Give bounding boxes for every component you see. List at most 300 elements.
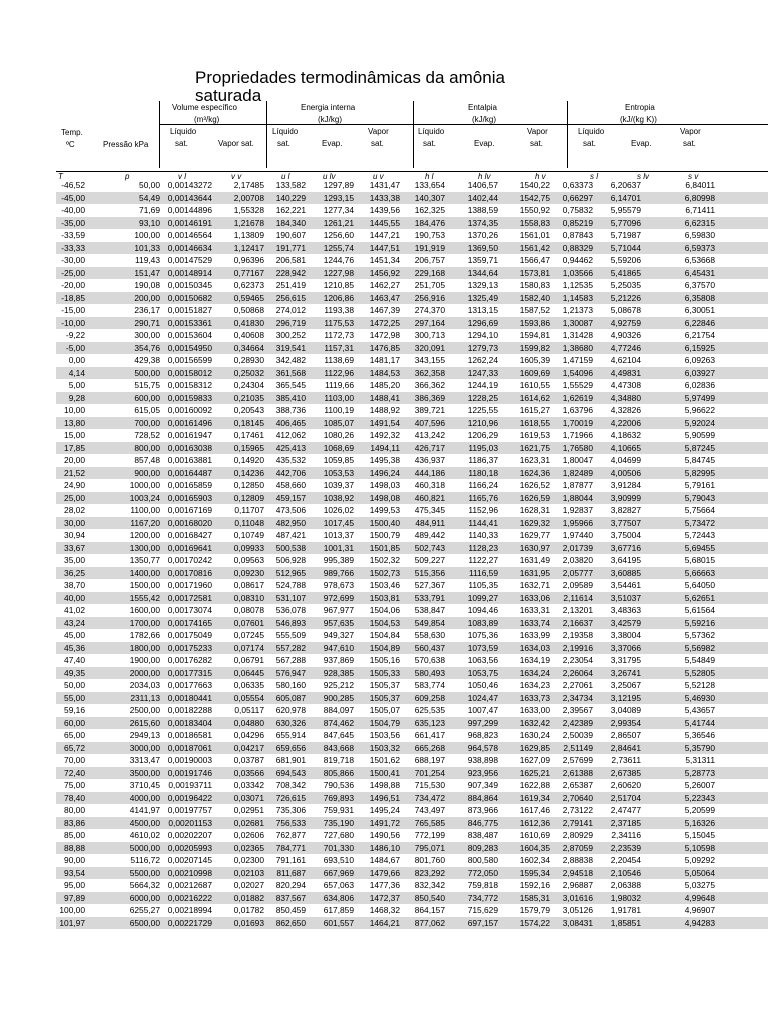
cell-entropy-liquid: 0,94462	[562, 255, 593, 265]
energy-vapor-header-line-2: sat.	[371, 139, 384, 148]
cell-enthalpy-liquid: 489,442	[414, 530, 445, 540]
cell-energy-vapor: 1504,89	[369, 642, 400, 653]
cell-pressure: 2034,03	[129, 680, 160, 690]
cell-energy-vapor: 1502,32	[369, 555, 400, 565]
cell-volume-vapor: 0,12850	[233, 480, 264, 490]
cell-entropy-vapor: 5,43657	[684, 705, 715, 715]
cell-volume-liquid: 0,00168427	[167, 530, 212, 540]
cell-entropy-vapor: 5,54849	[684, 655, 715, 665]
cell-enthalpy-liquid: 795,071	[414, 842, 445, 853]
cell-energy-vapor: 1488,92	[369, 405, 400, 415]
cell-energy-liquid: 820,294	[275, 880, 306, 890]
entropy-liquid-header-line-1: Líquido	[578, 127, 605, 136]
cell-volume-liquid: 0,00165903	[167, 492, 212, 503]
cell-energy-liquid: 487,421	[275, 530, 306, 540]
cell-energy-vapor: 1479,66	[369, 867, 400, 878]
cell-enthalpy-liquid: 140,307	[414, 192, 445, 203]
cell-enthalpy-evap: 1053,75	[467, 667, 498, 678]
cell-enthalpy-liquid: 389,721	[414, 405, 445, 415]
cell-entropy-evap: 2,20454	[610, 855, 641, 865]
symbol-t: T	[58, 172, 63, 181]
table-row	[56, 554, 768, 567]
table-row	[56, 517, 768, 530]
cell-volume-liquid: 0,00177315	[167, 667, 212, 678]
cell-enthalpy-evap: 873,966	[467, 805, 498, 815]
table-row	[56, 304, 768, 317]
cell-entropy-liquid: 2,88838	[562, 855, 593, 865]
cell-volume-vapor: 0,06335	[233, 680, 264, 690]
cell-energy-liquid: 482,950	[275, 517, 306, 528]
table-row	[56, 404, 768, 417]
cell-pressure: 4141,97	[129, 805, 160, 815]
cell-energy-vapor: 1505,16	[369, 655, 400, 665]
cell-pressure: 1350,77	[129, 555, 160, 565]
cell-energy-evap: 937,869	[323, 655, 354, 665]
cell-energy-evap: 727,680	[323, 830, 354, 840]
cell-enthalpy-vapor: 1625,21	[519, 767, 550, 778]
cell-entropy-evap: 4,10665	[610, 442, 641, 453]
cell-enthalpy-vapor: 1582,40	[519, 292, 550, 303]
cell-enthalpy-liquid: 527,367	[414, 580, 445, 590]
cell-enthalpy-vapor: 1633,73	[519, 692, 550, 703]
cell-temperature: 83,86	[64, 817, 85, 828]
table-row	[56, 742, 768, 755]
cell-entropy-evap: 2,60620	[610, 780, 641, 790]
symbol-hv: h v	[535, 172, 546, 181]
cell-entropy-evap: 5,08678	[610, 305, 641, 315]
cell-energy-vapor: 1498,08	[369, 492, 400, 503]
cell-energy-liquid: 567,288	[275, 655, 306, 665]
cell-energy-liquid: 576,947	[275, 667, 306, 678]
cell-temperature: 36,25	[64, 567, 85, 578]
volume-liquid-header-line-1: Líquido	[170, 127, 197, 136]
cell-volume-liquid: 0,00187061	[167, 742, 212, 753]
cell-energy-vapor: 1481,17	[369, 355, 400, 365]
cell-energy-evap: 928,385	[323, 667, 354, 678]
cell-enthalpy-vapor: 1629,85	[519, 742, 550, 753]
cell-volume-liquid: 0,00176282	[167, 655, 212, 665]
cell-volume-vapor: 0,50868	[233, 305, 264, 315]
cell-temperature: 45,00	[64, 630, 85, 640]
cell-temperature: -46,52	[61, 180, 85, 190]
cell-enthalpy-evap: 1228,25	[467, 392, 498, 403]
header-divider	[159, 101, 160, 168]
symbol-ul: u l	[281, 172, 290, 181]
cell-entropy-evap: 3,38004	[610, 630, 641, 640]
cell-pressure: 2311,13	[130, 692, 160, 703]
cell-enthalpy-evap: 734,772	[467, 892, 498, 903]
symbol-vl: v l	[178, 172, 186, 181]
cell-enthalpy-vapor: 1561,42	[519, 242, 550, 253]
cell-energy-vapor: 1485,20	[369, 380, 400, 390]
cell-entropy-evap: 3,04089	[610, 705, 641, 715]
cell-enthalpy-evap: 964,578	[467, 742, 498, 753]
cell-energy-vapor: 1484,53	[369, 367, 400, 378]
cell-enthalpy-liquid: 251,705	[414, 280, 445, 290]
cell-energy-vapor: 1504,79	[369, 717, 400, 728]
cell-energy-evap: 1297,89	[323, 180, 354, 190]
cell-energy-vapor: 1498,88	[369, 780, 400, 790]
cell-entropy-liquid: 2,79141	[562, 817, 593, 828]
cell-enthalpy-liquid: 765,585	[414, 817, 445, 828]
table-row	[56, 479, 768, 492]
cell-entropy-vapor: 5,92024	[684, 417, 715, 428]
cell-entropy-liquid: 2,27061	[562, 680, 593, 690]
table-row	[56, 754, 768, 767]
cell-temperature: -10,00	[61, 317, 85, 328]
cell-enthalpy-liquid: 864,157	[414, 905, 445, 915]
cell-pressure: 5116,72	[130, 855, 160, 865]
cell-enthalpy-evap: 1122,27	[468, 555, 498, 565]
cell-entropy-vapor: 5,16326	[684, 817, 715, 828]
cell-energy-vapor: 1504,53	[369, 617, 400, 628]
table-row	[56, 854, 768, 867]
cell-volume-liquid: 0,00191746	[167, 767, 212, 778]
cell-enthalpy-liquid: 570,638	[414, 655, 445, 665]
cell-enthalpy-vapor: 1633,00	[519, 705, 550, 715]
cell-enthalpy-vapor: 1592,16	[519, 880, 550, 890]
cell-energy-evap: 884,097	[323, 705, 354, 715]
cell-entropy-vapor: 4,94283	[684, 917, 715, 928]
cell-entropy-vapor: 5,72443	[684, 530, 715, 540]
table-row	[56, 204, 768, 217]
cell-pressure: 3710,45	[129, 780, 160, 790]
cell-pressure: 6255,27	[129, 905, 160, 915]
cell-temperature: 93,54	[64, 867, 85, 878]
cell-entropy-vapor: 5,62651	[684, 592, 715, 603]
cell-pressure: 728,52	[134, 430, 160, 440]
cell-enthalpy-vapor: 1594,81	[519, 330, 550, 340]
cell-enthalpy-liquid: 343,155	[414, 355, 445, 365]
cell-entropy-evap: 5,71987	[610, 230, 641, 240]
cell-enthalpy-vapor: 1632,42	[519, 717, 550, 728]
cell-energy-liquid: 655,914	[275, 730, 306, 740]
entropy-vapor-header-line-1: Vapor	[680, 127, 701, 136]
cell-temperature: 41,02	[64, 605, 85, 615]
cell-pressure: 119,43	[135, 255, 160, 265]
cell-entropy-evap: 5,25035	[610, 280, 641, 290]
cell-entropy-evap: 3,37066	[610, 642, 641, 653]
cell-entropy-evap: 4,90326	[610, 330, 641, 340]
cell-entropy-vapor: 6,02836	[684, 380, 715, 390]
enthalpy-vapor-header-line-2: sat.	[530, 139, 543, 148]
cell-energy-liquid: 473,506	[275, 505, 306, 515]
cell-temperature: -30,00	[61, 255, 85, 265]
cell-entropy-vapor: 6,59830	[684, 230, 715, 240]
cell-enthalpy-evap: 1075,36	[467, 630, 498, 640]
table-row	[56, 379, 768, 392]
cell-entropy-evap: 4,22006	[610, 417, 641, 428]
cell-energy-vapor: 1505,37	[369, 680, 400, 690]
cell-pressure: 4000,00	[129, 792, 160, 803]
cell-entropy-vapor: 5,87245	[684, 442, 715, 453]
cell-volume-liquid: 0,00150345	[167, 280, 212, 290]
table-row	[56, 442, 768, 455]
cell-entropy-liquid: 1,71966	[562, 430, 593, 440]
cell-volume-liquid: 0,00163881	[167, 455, 212, 465]
cell-energy-liquid: 862,650	[275, 917, 306, 928]
cell-volume-liquid: 0,00144896	[167, 205, 212, 215]
cell-volume-vapor: 0,77167	[233, 267, 264, 278]
cell-temperature: 85,00	[64, 830, 85, 840]
cell-energy-liquid: 726,615	[275, 792, 306, 803]
cell-volume-vapor: 0,59465	[233, 292, 264, 303]
cell-entropy-liquid: 0,88329	[562, 242, 593, 253]
temp-header-line-2: ºC	[66, 140, 75, 149]
cell-volume-vapor: 1,12417	[233, 242, 264, 253]
temp-header-line-1: Temp.	[61, 128, 83, 137]
table-row	[56, 542, 768, 555]
symbol-sl: s l	[590, 172, 598, 181]
cell-energy-vapor: 1477,36	[369, 880, 400, 890]
cell-enthalpy-evap: 1329,13	[467, 280, 498, 290]
cell-energy-liquid: 228,942	[275, 267, 306, 278]
cell-entropy-vapor: 5,09292	[684, 855, 715, 865]
cell-volume-vapor: 0,08078	[233, 605, 264, 615]
energy-vapor-header-line-1: Vapor	[368, 127, 389, 136]
cell-energy-liquid: 784,771	[275, 842, 306, 853]
cell-volume-vapor: 0,96396	[233, 255, 264, 265]
cell-energy-liquid: 459,157	[275, 492, 306, 503]
cell-volume-vapor: 0,10749	[233, 530, 264, 540]
cell-volume-liquid: 0,00154950	[167, 342, 212, 353]
cell-energy-vapor: 1495,24	[369, 805, 400, 815]
pressure-header: Pressão kPa	[103, 140, 149, 149]
cell-entropy-evap: 3,31795	[610, 655, 641, 665]
cell-energy-vapor: 1467,39	[369, 305, 400, 315]
cell-energy-evap: 1068,69	[323, 442, 354, 453]
cell-volume-liquid: 0,00197757	[167, 805, 212, 815]
cell-energy-vapor: 1439,56	[369, 205, 400, 215]
cell-volume-liquid: 0,00150682	[167, 292, 212, 303]
cell-entropy-vapor: 5,79161	[684, 480, 715, 490]
cell-volume-liquid: 0,00160092	[167, 405, 212, 415]
cell-entropy-liquid: 1,14583	[562, 292, 593, 303]
cell-entropy-liquid: 2,42389	[562, 717, 593, 728]
cell-enthalpy-evap: 1344,64	[467, 267, 498, 278]
cell-enthalpy-liquid: 533,791	[414, 592, 445, 603]
cell-temperature: 24,90	[64, 480, 85, 490]
cell-energy-vapor: 1504,84	[369, 630, 400, 640]
cell-entropy-vapor: 5,52805	[684, 667, 715, 678]
cell-entropy-liquid: 2,19916	[562, 642, 593, 653]
cell-enthalpy-vapor: 1630,97	[519, 542, 550, 553]
cell-energy-liquid: 412,062	[275, 430, 306, 440]
cell-entropy-liquid: 2,13201	[562, 605, 593, 615]
cell-temperature: 59,16	[64, 705, 85, 715]
cell-enthalpy-vapor: 1580,83	[519, 280, 550, 290]
cell-enthalpy-liquid: 133,654	[414, 180, 445, 190]
cell-enthalpy-liquid: 190,753	[414, 230, 445, 240]
cell-entropy-evap: 1,91781	[610, 905, 641, 915]
cell-enthalpy-liquid: 274,370	[414, 305, 445, 315]
table-row	[56, 767, 768, 780]
cell-entropy-liquid: 0,85219	[562, 217, 593, 228]
cell-energy-evap: 949,327	[323, 630, 354, 640]
cell-energy-vapor: 1464,21	[369, 917, 400, 928]
cell-volume-liquid: 0,00163038	[167, 442, 212, 453]
table-row	[56, 792, 768, 805]
cell-enthalpy-vapor: 1574,22	[519, 917, 550, 928]
cell-enthalpy-evap: 1180,18	[468, 467, 498, 478]
cell-pressure: 151,47	[134, 267, 160, 278]
cell-enthalpy-liquid: 320,091	[414, 342, 445, 353]
cell-temperature: -33,33	[61, 242, 85, 253]
table-row	[56, 492, 768, 505]
cell-energy-liquid: 342,482	[275, 355, 306, 365]
cell-volume-liquid: 0,00221729	[167, 917, 212, 928]
cell-energy-liquid: 605,087	[275, 692, 306, 703]
symbol-hl: h l	[425, 172, 434, 181]
cell-enthalpy-evap: 1116,59	[468, 567, 498, 578]
cell-volume-vapor: 0,02951	[233, 805, 264, 815]
cell-pressure: 2949,13	[129, 730, 160, 740]
cell-enthalpy-evap: 1359,71	[467, 255, 498, 265]
cell-enthalpy-vapor: 1542,75	[519, 192, 550, 203]
cell-pressure: 5500,00	[129, 867, 160, 878]
cell-temperature: 72,40	[64, 767, 85, 778]
cell-entropy-liquid: 3,01616	[562, 892, 593, 903]
cell-enthalpy-liquid: 625,535	[414, 705, 445, 715]
cell-entropy-vapor: 5,97499	[684, 392, 715, 403]
cell-pressure: 6000,00	[129, 892, 160, 903]
cell-enthalpy-vapor: 1633,31	[519, 605, 550, 615]
cell-volume-vapor: 0,18145	[233, 417, 264, 428]
cell-energy-vapor: 1494,11	[370, 442, 400, 453]
volume-units: (m³/kg)	[194, 115, 220, 124]
cell-enthalpy-vapor: 1619,34	[519, 792, 550, 803]
cell-enthalpy-evap: 1128,23	[468, 542, 498, 553]
cell-entropy-liquid: 1,47159	[562, 355, 593, 365]
cell-enthalpy-evap: 1225,55	[467, 405, 498, 415]
cell-entropy-evap: 2,10546	[610, 867, 641, 878]
cell-enthalpy-vapor: 1633,74	[519, 617, 550, 628]
cell-volume-liquid: 0,00193711	[168, 780, 212, 790]
cell-volume-vapor: 0,05117	[234, 705, 264, 715]
cell-pressure: 300,00	[134, 330, 160, 340]
cell-volume-liquid: 0,00146191	[167, 217, 212, 228]
cell-temperature: 45,36	[64, 642, 85, 653]
cell-temperature: -18,85	[61, 292, 85, 303]
cell-enthalpy-vapor: 1631,95	[519, 567, 550, 578]
cell-volume-vapor: 0,28930	[233, 355, 264, 365]
cell-volume-liquid: 0,00168020	[167, 517, 212, 528]
cell-volume-vapor: 0,03566	[233, 767, 264, 778]
energy-liquid-header-line-1: Líquido	[272, 127, 299, 136]
cell-enthalpy-vapor: 1633,06	[519, 592, 550, 603]
cell-volume-vapor: 0,41830	[233, 317, 264, 328]
cell-energy-vapor: 1447,21	[369, 230, 400, 240]
cell-entropy-liquid: 2,01739	[562, 542, 593, 553]
cell-volume-liquid: 0,00207145	[167, 855, 212, 865]
title-line-2: saturada	[195, 86, 262, 105]
cell-volume-liquid: 0,00164487	[167, 467, 212, 478]
cell-enthalpy-evap: 1279,73	[467, 342, 498, 353]
cell-enthalpy-evap: 1406,57	[467, 180, 498, 190]
cell-volume-liquid: 0,00174165	[167, 617, 212, 628]
cell-energy-vapor: 1505,37	[369, 692, 400, 703]
cell-energy-liquid: 506,928	[275, 555, 306, 565]
cell-pressure: 236,17	[134, 305, 160, 315]
cell-pressure: 1200,00	[129, 530, 160, 540]
cell-entropy-vapor: 5,64050	[684, 580, 715, 590]
cell-enthalpy-liquid: 162,325	[414, 205, 445, 215]
cell-energy-evap: 1053,53	[323, 467, 354, 478]
cell-entropy-evap: 3,26741	[610, 667, 641, 678]
cell-entropy-liquid: 2,94518	[562, 867, 593, 878]
cell-energy-evap: 1013,37	[323, 530, 354, 540]
cell-entropy-liquid: 1,70019	[562, 417, 593, 428]
cell-volume-vapor: 0,08617	[233, 580, 264, 590]
cell-pressure: 3313,47	[129, 755, 160, 765]
cell-entropy-vapor: 5,75664	[684, 505, 715, 515]
cell-temperature: 0,00	[68, 355, 85, 365]
cell-energy-evap: 1038,92	[323, 492, 354, 503]
cell-energy-liquid: 524,788	[275, 580, 306, 590]
cell-energy-liquid: 133,582	[275, 180, 306, 190]
cell-enthalpy-liquid: 300,713	[414, 330, 445, 340]
cell-temperature: 33,67	[64, 542, 85, 553]
cell-enthalpy-liquid: 191,919	[414, 242, 445, 253]
table-row	[56, 392, 768, 405]
header-divider	[413, 101, 414, 168]
cell-enthalpy-vapor: 1627,09	[519, 755, 550, 765]
cell-volume-vapor: 0,02027	[233, 880, 264, 890]
table-row	[56, 467, 768, 480]
table-row	[56, 254, 768, 267]
cell-energy-evap: 1293,15	[323, 192, 354, 203]
cell-enthalpy-evap: 907,349	[467, 780, 498, 790]
cell-volume-liquid: 0,00175233	[167, 642, 212, 653]
cell-temperature: 21,52	[64, 467, 85, 478]
cell-temperature: 40,00	[64, 592, 85, 603]
cell-pressure: 800,00	[134, 442, 160, 453]
cell-volume-vapor: 2,00708	[233, 192, 264, 203]
cell-energy-vapor: 1502,73	[369, 567, 400, 578]
cell-energy-liquid: 837,567	[275, 892, 306, 903]
cell-energy-liquid: 659,656	[275, 742, 306, 753]
cell-enthalpy-evap: 1165,76	[468, 492, 498, 503]
cell-energy-liquid: 319,541	[275, 342, 306, 353]
cell-enthalpy-vapor: 1595,34	[519, 867, 550, 878]
cell-energy-liquid: 162,221	[275, 205, 306, 215]
cell-enthalpy-evap: 697,157	[467, 917, 498, 928]
cell-energy-liquid: 442,706	[275, 467, 306, 478]
cell-enthalpy-vapor: 1615,27	[519, 405, 550, 415]
cell-temperature: 65,00	[64, 730, 85, 740]
cell-entropy-liquid: 1,30087	[562, 317, 593, 328]
cell-enthalpy-liquid: 297,164	[414, 317, 445, 328]
cell-energy-liquid: 256,615	[275, 292, 306, 303]
cell-energy-vapor: 1447,51	[369, 242, 400, 253]
cell-energy-evap: 790,536	[323, 780, 354, 790]
cell-entropy-vapor: 5,82995	[684, 467, 715, 478]
cell-energy-vapor: 1499,53	[369, 505, 400, 515]
cell-entropy-evap: 2,99354	[610, 717, 641, 728]
cell-enthalpy-evap: 1099,27	[467, 592, 498, 603]
cell-entropy-liquid: 1,80047	[562, 455, 593, 465]
cell-pressure: 1800,00	[129, 642, 160, 653]
cell-energy-vapor: 1500,40	[369, 517, 400, 528]
energy-group-header: Energia interna	[301, 103, 356, 112]
cell-enthalpy-liquid: 229,168	[414, 267, 445, 278]
cell-energy-evap: 667,969	[323, 867, 354, 878]
cell-energy-evap: 1119,66	[324, 380, 354, 390]
cell-entropy-liquid: 1,21373	[562, 305, 593, 315]
title-line-1: Propriedades termodinâmicas da amônia	[195, 68, 505, 87]
cell-energy-liquid: 300,252	[275, 330, 306, 340]
table-row	[56, 729, 768, 742]
